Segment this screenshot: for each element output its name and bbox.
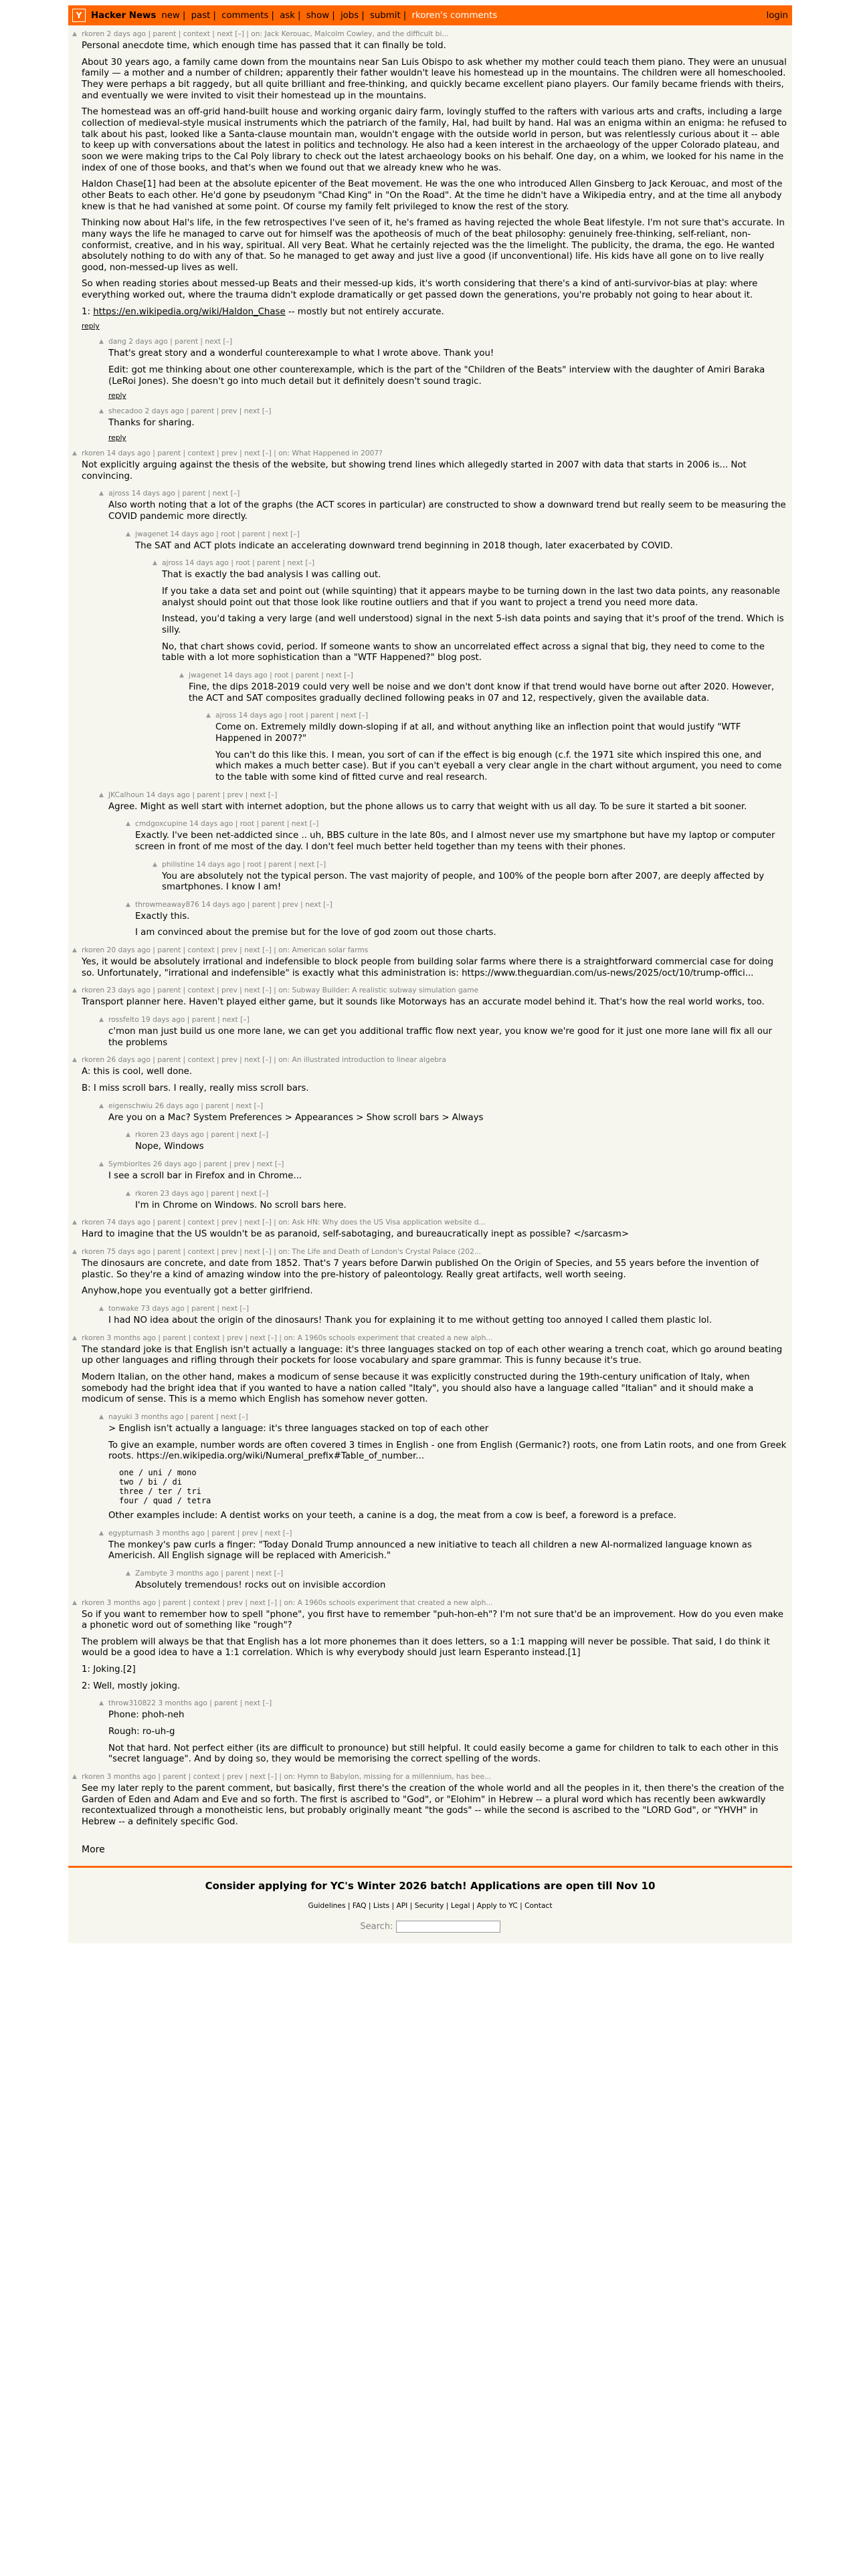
site-title[interactable]: Hacker News — [91, 10, 157, 21]
comment-meta-text[interactable]: rkoren 3 months ago | parent | context | prev | next [–] | on: Hymn to Babylon, missing for a millennium, has bee... — [82, 1772, 492, 1782]
comment-text: Are you on a Mac? System Preferences > Appearances > Show scroll bars > Always — [108, 1112, 484, 1123]
comment-meta-text[interactable]: ajross 14 days ago | parent | next [–] — [108, 489, 240, 498]
comment-meta — [99, 337, 788, 346]
comment-text: Nope, Windows — [135, 1142, 204, 1152]
upvote-arrow-icon[interactable]: ▲ — [72, 1057, 77, 1064]
footer-link[interactable]: Legal — [450, 1901, 470, 1910]
comment — [99, 407, 788, 443]
comment-text: If you take a data set and point out (while squinting) that it appears maybe to be turning down in the last two data points, any reasonable analyst should point out that those look like routine outliers and that if you want to project a trend you need more data. — [162, 586, 780, 608]
comment-meta — [72, 1772, 788, 1782]
nav-show[interactable]: show — [306, 10, 330, 21]
comment — [206, 711, 788, 783]
comment-text: That's great story and a wonderful counterexample to what I wrote above. Thank you! — [108, 348, 494, 359]
comment-text: > English isn't actually a language: it's three languages stacked on top of each other — [108, 1423, 489, 1434]
comment-meta-text[interactable]: nayuki 3 months ago | parent | next [–] — [108, 1412, 248, 1421]
comment-meta-text[interactable]: jwagenet 14 days ago | root | parent | next [–] — [189, 670, 353, 679]
comment — [99, 1015, 788, 1049]
comment-text: Transport planner here. Haven't played either game, but it sounds like Motorways has an accurate model behind it. That's how the real world works, too. — [82, 997, 765, 1008]
footer-link[interactable]: Security — [414, 1901, 444, 1910]
comment-text: Not that hard. Not perfect either (its are difficult to pronounce) but still helpful. It could easily become a game for children to talk to each other in this "secret language". And by doing so, they would be memorising the correct spelling of the words. — [108, 1743, 779, 1765]
comment — [72, 1772, 788, 1828]
nav-comments[interactable]: comments — [221, 10, 269, 21]
upvote-arrow-icon[interactable]: ▲ — [99, 791, 104, 798]
comment-text: Exactly. I've been net-addicted since .. uh, BBS culture in the late 80s, and I almost never use my smartphone but have my laptop or computer screen in front of me most of the day. I don't feel much better held together than my teens with their phones. — [135, 831, 775, 852]
comment — [99, 1101, 788, 1124]
comment — [126, 529, 788, 552]
comment-text: I'm in Chrome on Windows. No scroll bars here. — [135, 1200, 347, 1210]
comment-meta-text[interactable]: throwmeaway876 14 days ago | parent | prev | next [–] — [135, 899, 332, 909]
comment-text: Thanks for sharing. — [108, 418, 195, 429]
comment-text: Modern Italian, on the other hand, makes a modicum of sense because it was explicitly constructed during the 19th-century unification of Italy, when somebody had the bright idea that if you wanted to have a nation called "Italy", you should also have a language called "Italian" and it should make a modicum of sense. This is a memo which English has somehow never gotten. — [82, 1372, 754, 1405]
comment-text: That is exactly the bad analysis I was calling out. — [162, 570, 381, 580]
comment-text: Anyhow,hope you eventually got a better girlfriend. — [82, 1286, 313, 1297]
separator: | — [407, 1901, 415, 1910]
comment-text: Personal anecdote time, which enough time has passed that it can finally be told. — [82, 41, 446, 51]
footnote-link[interactable]: https://en.wikipedia.org/wiki/Haldon_Chase — [93, 306, 286, 317]
comment-meta-text[interactable]: eigenschwiu 26 days ago | parent | next [–] — [108, 1101, 264, 1110]
comment-text: Thinking now about Hal's life, in the few retrospectives I've seen of it, he's framed as having rejected the whole Beat lifestyle. I'm not sure that's accurate. In many ways the life he managed to carve out for himself was the apotheosis of much of the beat philosophy: genuinely free-thinking, self-reliant, non-conformist, creative, and in his way, spiritual. All very Beat. What he certainly rejected was the the limelight. The publicity, the drama, the ego. He wanted absolutely nothing to do with any of that. So he managed to get away and just live a good (if unconventional) life. His kids have all gone on to live really good, non-messed-up lives as well. — [82, 218, 785, 273]
upvote-arrow-icon[interactable]: ▲ — [99, 1102, 104, 1109]
comment-meta — [72, 1218, 788, 1227]
comment — [72, 946, 788, 979]
comment-text: Fine, the dips 2018-2019 could very well be noise and we don't dont know if that trend would have borne out after 2020. However, the ACT and SAT composites gradually declined following peaks in 07 and 12, respectively, given the available data. — [189, 681, 775, 704]
upvote-arrow-icon[interactable]: ▲ — [99, 1161, 104, 1168]
comment-meta — [72, 1598, 788, 1607]
separator: | — [444, 1901, 451, 1910]
comment-text: B: I miss scroll bars. I really, really miss scroll bars. — [82, 1083, 309, 1094]
comment-text: 1: Joking.[2] — [82, 1665, 136, 1675]
comment-meta — [72, 1055, 788, 1065]
comment-text: The SAT and ACT plots indicate an accelerating downward trend beginning in 2018 though, later exacerbated by COVID. — [135, 540, 673, 551]
comment-footnote — [82, 307, 788, 318]
comment — [126, 899, 788, 939]
comment-text: Instead, you'd taking a very large (and well understood) signal in the next 5-ish data points and saying that it's proof of the trend. Which is silly. — [162, 614, 784, 635]
comment-meta-text[interactable]: rkoren 75 days ago | parent | context | prev | next [–] | on: The Life and Death of London's Crystal Palace (202... — [82, 1247, 482, 1256]
comment-text: Not explicitly arguing against the thesis of the website, but showing trend lines which allegedly started in 2007 with data that starts in 2006 is... Not convincing. — [82, 460, 747, 481]
comment — [72, 1247, 788, 1297]
search-form — [68, 1921, 792, 1933]
footer-link[interactable]: Apply to YC — [476, 1901, 518, 1910]
upvote-arrow-icon[interactable]: ▲ — [126, 821, 130, 828]
comment-meta-text[interactable]: egypturnash 3 months ago | parent | prev | next [–] — [108, 1528, 292, 1537]
comment-text: Yes, it would be absolutely irrational and indefensible to block people from building solar farms where there is a straightforward commercial case for doing so. Unfortunately, "irrational and indefensible" is exactly what this administration is: https://www.theguardian.com/us-news/2025/oct/10/trump-offici... — [82, 957, 774, 978]
upvote-arrow-icon[interactable]: ▲ — [72, 1599, 77, 1606]
comment-meta-text[interactable]: throw310822 3 months ago | parent | next [–] — [108, 1699, 272, 1708]
comment-meta — [72, 29, 788, 38]
comment-meta-text[interactable]: cmdgoxcupine 14 days ago | root | parent | next [–] — [135, 819, 319, 829]
comment-meta-text[interactable]: jwagenet 14 days ago | root | parent | next [–] — [135, 529, 300, 538]
upvote-arrow-icon[interactable]: ▲ — [72, 1774, 77, 1781]
comment-meta-text[interactable]: rkoren 2 days ago | parent | context | next [–] | on: Jack Kerouac, Malcolm Cowley, and the difficult bi... — [82, 29, 449, 38]
nav-past[interactable]: past — [191, 10, 211, 21]
yc-banner[interactable]: Consider applying for YC's Winter 2026 batch! Applications are open till Nov 10 — [205, 1879, 656, 1892]
comment-text: Hard to imagine that the US wouldn't be as paranoid, self-sabotaging, and bureaucratically inept as possible? </sarcasm> — [82, 1229, 629, 1240]
separator: | — [345, 1901, 353, 1910]
separator: | — [470, 1901, 477, 1910]
comment-meta — [72, 986, 788, 995]
upvote-arrow-icon[interactable]: ▲ — [72, 1249, 77, 1255]
comment-meta-text[interactable]: dang 2 days ago | parent | next [–] — [108, 337, 233, 346]
nav-ask[interactable]: ask — [280, 10, 295, 21]
comment — [153, 859, 788, 893]
comment-text: Phone: phoh-neh — [108, 1710, 185, 1721]
comment-text: 2: Well, mostly joking. — [82, 1681, 181, 1691]
comment-meta — [99, 1303, 788, 1313]
comment-meta-text[interactable]: rkoren 23 days ago | parent | next [–] — [135, 1130, 269, 1140]
comment — [72, 29, 788, 331]
comment-text: Absolutely tremendous! rocks out on invisible accordion — [135, 1580, 386, 1590]
comment — [99, 489, 788, 522]
comment-text: Also worth noting that a lot of the graphs (the ACT scores in particular) are constructed to show a downward trend but really seem to be measuring the COVID pandemic more directly. — [108, 500, 786, 522]
comment-text: I see a scroll bar in Firefox and in Chrome... — [108, 1171, 302, 1182]
comment-meta — [99, 790, 788, 799]
comment — [179, 670, 788, 704]
comment — [72, 1598, 788, 1693]
page-container — [68, 5, 792, 1943]
comment — [99, 1699, 788, 1765]
footer-link[interactable]: Lists — [373, 1901, 390, 1910]
y-logo-icon[interactable]: Y — [72, 9, 86, 22]
comment-meta-text[interactable]: JKCalhoun 14 days ago | parent | prev | next [–] — [108, 790, 278, 799]
footer-link[interactable]: Guidelines — [308, 1901, 346, 1910]
upvote-arrow-icon[interactable]: ▲ — [153, 861, 157, 868]
comment-text: The monkey's paw curls a finger: "Today Donald Trump announced a new initiative to teach all children a new AI-normalized language known as Americish. All English signage will be replaced with Americish." — [108, 1539, 752, 1562]
comment-text: No, that chart shows covid, period. If someone wants to show an uncorrelated effect across a signal that big, they need to come to the table with a lot more sophistication than a "WTF Happened?" blog post. — [162, 641, 765, 663]
reply-link[interactable]: reply — [108, 433, 126, 443]
upvote-arrow-icon[interactable]: ▲ — [72, 987, 77, 994]
code-block: one / uni / mono two / bi / di three / ter / tri four / quad / tetra — [119, 1467, 211, 1505]
upvote-arrow-icon[interactable]: ▲ — [126, 530, 130, 538]
comment-text: You can't do this like this. I mean, you sort of can if the effect is big enough (c.f. the 1971 site which inspired this one, and which makes a much better case). But if you can't eyeball a very clear angle in the chart without argument, you need to come to the table with some kind of fitted curve and real research. — [215, 750, 782, 782]
more-link[interactable]: More — [82, 1844, 105, 1855]
nav-user-comments[interactable]: rkoren's comments — [411, 10, 498, 21]
comment-meta-text[interactable]: rkoren 20 days ago | parent | context | prev | next [–] | on: American solar farms — [82, 946, 369, 955]
upvote-arrow-icon[interactable]: ▲ — [99, 1016, 104, 1024]
comment-meta — [126, 1130, 788, 1140]
comment — [72, 986, 788, 1008]
upvote-arrow-icon[interactable]: ▲ — [153, 560, 157, 567]
upvote-arrow-icon[interactable]: ▲ — [99, 1529, 104, 1537]
comment-meta-text[interactable]: Symbiorites 26 days ago | parent | prev | next [–] — [108, 1160, 284, 1169]
comment-text: I am convinced about the premise but for the love of god zoom out those charts. — [135, 928, 496, 938]
upvote-arrow-icon[interactable]: ▲ — [99, 408, 104, 415]
nav-new[interactable]: new — [161, 10, 180, 21]
comment — [99, 1528, 788, 1562]
comment-meta-text[interactable]: rossfelto 19 days ago | parent | next [–] — [108, 1015, 250, 1025]
comment-meta-text[interactable]: Zambyte 3 months ago | parent | next [–] — [135, 1568, 284, 1578]
comment — [72, 1333, 788, 1406]
upvote-arrow-icon[interactable]: ▲ — [99, 338, 104, 346]
comment-meta — [126, 1188, 788, 1198]
footer-links — [68, 1901, 792, 1910]
footer-link[interactable]: Contact — [524, 1901, 553, 1910]
separator: | — [517, 1901, 525, 1910]
upvote-arrow-icon[interactable]: ▲ — [126, 901, 130, 908]
comment — [126, 1568, 788, 1592]
comment-text: Other examples include: A dentist works on your teeth, a canine is a dog, the meat from a cow is beef, a foreword is a preface. — [108, 1510, 676, 1521]
comment-meta — [153, 859, 788, 869]
upvote-arrow-icon[interactable]: ▲ — [126, 1132, 130, 1139]
comment-text: So when reading stories about messed-up Beats and their messed-up kids, it's worth considering that there's a kind of anti-survivor-bias at play: where everything worked out, where the trauma didn't explode dramatically or get passed down the generations, you're probably not going to hear about it. — [82, 279, 758, 301]
comment-meta-text[interactable]: rkoren 26 days ago | parent | context | prev | next [–] | on: An illustrated introduction to linear algebra — [82, 1055, 446, 1065]
comment-text: You are absolutely not the typical person. The vast majority of people, and 100% of the people born after 2007, are deeply affected by smartphones. I know I am! — [162, 871, 765, 893]
comment-text: The standard joke is that English isn't actually a language: it's three languages stacked on top of each other wearing a trench coat, which go around beating up other languages and rifling through their pockets for loose vocabulary and spare grammar. This is funny because it's true. — [82, 1344, 783, 1366]
comment-text: The dinosaurs are concrete, and date from 1852. That's 7 years before Darwin published On the Origin of Species, and 55 years before the invention of plastic. So they're a kind of amazing window into the pre-history of paleontology. Really great artifacts, well worth seeing. — [82, 1259, 759, 1280]
comment-meta — [126, 529, 788, 538]
upvote-arrow-icon[interactable]: ▲ — [99, 1700, 104, 1707]
comment — [72, 1055, 788, 1094]
upvote-arrow-icon[interactable]: ▲ — [99, 490, 104, 498]
comment-text: The problem will always be that that English has a lot more phonemes than it does letters, so a 1:1 mapping will never be possible. That said, I do think it would be a good idea to have a 1:1 correlation. Which is why everybody should just learn Esperanto instead.[1] — [82, 1636, 770, 1658]
upvote-arrow-icon[interactable]: ▲ — [72, 947, 77, 954]
comment-meta — [99, 1699, 788, 1708]
comment-meta-text[interactable]: rkoren 74 days ago | parent | context | prev | next [–] | on: Ask HN: Why does the US Visa application website d... — [82, 1218, 486, 1227]
comment-meta — [126, 899, 788, 909]
comment — [99, 790, 788, 813]
comment-meta — [99, 1412, 788, 1421]
comment-text: Agree. Might as well start with internet adoption, but the phone allows us to carry that weight with us all day. To be sure it started a bit sooner. — [108, 801, 747, 812]
comment-meta — [99, 1160, 788, 1169]
comment-meta-text[interactable]: rkoren 3 months ago | parent | context | prev | next [–] | on: A 1960s schools experiment that created a new alph... — [82, 1333, 493, 1342]
comment-meta — [153, 558, 788, 568]
comment-text: A: this is cool, well done. — [82, 1067, 193, 1077]
comment-meta — [72, 946, 788, 955]
comment-meta — [99, 489, 788, 498]
comment-meta — [99, 1015, 788, 1025]
upvote-arrow-icon[interactable]: ▲ — [206, 712, 211, 720]
comment-meta — [99, 1528, 788, 1537]
comment — [126, 1188, 788, 1212]
comment-text: Edit: got me thinking about one other counterexample, which is the part of the "Children of the Beats" interview with the daughter of Amiri Baraka (LeRoi Jones). She doesn't go into much detail but it definitely doesn't sound tragic. — [108, 365, 765, 387]
comment-meta — [126, 819, 788, 829]
footnote-suffix: -- mostly but not entirely accurate. — [285, 306, 444, 317]
upvote-arrow-icon[interactable]: ▲ — [72, 1334, 77, 1341]
comment — [99, 1303, 788, 1327]
comment-meta-text[interactable]: ajross 14 days ago | root | parent | next [–] — [215, 711, 368, 720]
comment-meta-text[interactable]: philistine 14 days ago | root | parent | next [–] — [162, 859, 326, 869]
comment-list — [68, 25, 792, 1839]
reply-link[interactable]: reply — [82, 322, 100, 331]
comment-text: Haldon Chase[1] had been at the absolute epicenter of the Beat movement. He was the one who introduced Allen Ginsberg to Jack Kerouac, and most of the other Beats to each other. He'd gone by pseudonym "Chad King" in "On the Road". At the time he didn't have a Wikipedia entry, and at the time all anybody knew is that he had vanished at some point. Of course my family felt privileged to know the rest of the story. — [82, 179, 783, 212]
comment-meta-text[interactable]: rkoren 23 days ago | parent | next [–] — [135, 1188, 269, 1198]
search-input[interactable] — [396, 1921, 500, 1933]
comment-meta — [99, 1101, 788, 1110]
nav-jobs[interactable]: jobs — [340, 10, 359, 21]
comment-meta-text[interactable]: rkoren 14 days ago | parent | context | prev | next [–] | on: What Happened in 2007? — [82, 449, 383, 458]
upvote-arrow-icon[interactable]: ▲ — [72, 31, 77, 37]
comment-text: So if you want to remember how to spell "phone", you first have to remember "puh-hon-eh"? I'm not sure that'd be an improvement. How do you even make a phonetic word out of something like "rough"? — [82, 1609, 783, 1631]
header-bar — [68, 5, 792, 25]
comment-text: c'mon man just build us one more lane, we can get you additional traffic flow next year, you know we're good for it just one more lane will fix all our the problems — [108, 1027, 772, 1048]
comment — [153, 558, 788, 664]
login-link[interactable]: login — [766, 10, 788, 21]
footnote-prefix: 1: — [82, 306, 94, 317]
comment-text: The homestead was an off-grid hand-built house and working organic dairy farm, lovingly stuffed to the rafters with various arts and crafts, including a large collection of medieval-style musical instruments which the patriarch of the family, Hal, had built by hand. Hal was an enigma within an enigma: he refused to talk about his past, looked like a Santa-clause mountain man, wouldn't engage with the outside world in person, but was relentlessly curious about it -- able to keep up with conversations about the latest in politics and technology. He also had a keen interest in the archaeology of the upper Colorado plateau, and soon we were making trips to the Cal Poly library to check out the latest archaeology books on his behalf. One day, on a whim, we looked for his name in the index of one of those books, and that's when we found out that we already knew who he was. — [82, 107, 787, 173]
comment — [126, 819, 788, 853]
footer — [68, 1866, 792, 1943]
comment-meta — [72, 1333, 788, 1342]
upvote-arrow-icon[interactable]: ▲ — [99, 1305, 104, 1312]
nav-submit[interactable]: submit — [369, 10, 401, 21]
footer-link[interactable]: FAQ — [352, 1901, 367, 1910]
comment-meta — [99, 407, 788, 416]
top-nav: new | past | comments | ask | show | jobs | submit | rkoren's comments — [161, 10, 498, 21]
comment-meta — [179, 670, 788, 679]
comment-meta-text[interactable]: tonwake 73 days ago | parent | next [–] — [108, 1303, 250, 1313]
comment-meta — [72, 1247, 788, 1256]
comment — [126, 1130, 788, 1153]
comment-text: Come on. Extremely mildly down-sloping if at all, and without anything like an inflection point that would justify "WTF Happened in 2007?" — [215, 722, 741, 744]
upvote-arrow-icon[interactable]: ▲ — [126, 1190, 130, 1197]
comment — [99, 1160, 788, 1182]
comment — [72, 449, 788, 482]
comment-text: Exactly this. — [135, 911, 190, 922]
upvote-arrow-icon[interactable]: ▲ — [179, 671, 184, 679]
separator: | — [366, 1901, 373, 1910]
upvote-arrow-icon[interactable]: ▲ — [72, 450, 77, 457]
comment-text: Rough: ro-uh-g — [108, 1727, 175, 1737]
footer-link[interactable]: API — [396, 1901, 408, 1910]
comment-text: See my later reply to the parent comment, but basically, first there's the creation of the whole world and all the peoples in it, then there's the creation of the Garden of Eden and Adam and Eve and so forth. The first is ascribed to "God", or "Elohim" in Hebrew -- a plural word which has recently been awkwardly recontextualized through a monotheistic lens, but probably originally meant "the gods" -- while the second is ascribed to the "LORD God", or "YHVH" in Hebrew -- a definitely specific God. — [82, 1784, 784, 1828]
comment-meta — [126, 1568, 788, 1578]
comment — [99, 337, 788, 401]
comment — [72, 1218, 788, 1241]
comment-meta-text[interactable]: ajross 14 days ago | root | parent | next [–] — [162, 558, 314, 568]
comment-text: About 30 years ago, a family came down from the mountains near San Luis Obispo to ask whether my mother could teach them piano. They were an unusual family — a mother and a number of children; apparently their father wouldn't leave his homestead up in the mountains. The children were all homeschooled. They were perhaps a bit raggedy, but all quite brilliant and free-thinking, and quickly became excellent piano players. Our family became friends with theirs, and eventually we were invited to visit their homestead up in the mountains. — [82, 57, 787, 101]
reply-link[interactable]: reply — [108, 391, 126, 401]
comment-meta-text[interactable]: rkoren 3 months ago | parent | context | prev | next [–] | on: A 1960s schools experiment that created a new alph... — [82, 1598, 493, 1607]
comment-meta-text[interactable]: rkoren 23 days ago | parent | context | prev | next [–] | on: Subway Builder: A realistic subway simulation game — [82, 986, 479, 995]
separator: | — [389, 1901, 397, 1910]
search-label: Search: — [360, 1921, 393, 1932]
upvote-arrow-icon[interactable]: ▲ — [72, 1219, 77, 1226]
comment-text: I had NO idea about the origin of the dinosaurs! Thank you for explaining it to me without getting too annoyed I called them plastic lol. — [108, 1315, 712, 1325]
comment-meta-text[interactable]: shecadoo 2 days ago | parent | prev | next [–] — [108, 407, 272, 416]
comment-text: To give an example, number words are often covered 3 times in English - one from English (Germanic?) roots, one from Latin roots, and one from Greek roots. https://en.wikipedia.org/wiki/Numeral_prefix#Table_of_number... — [108, 1440, 787, 1462]
comment — [99, 1412, 788, 1522]
upvote-arrow-icon[interactable]: ▲ — [126, 1570, 130, 1577]
comment-meta — [72, 449, 788, 458]
comment-meta — [206, 711, 788, 720]
upvote-arrow-icon[interactable]: ▲ — [99, 1413, 104, 1420]
